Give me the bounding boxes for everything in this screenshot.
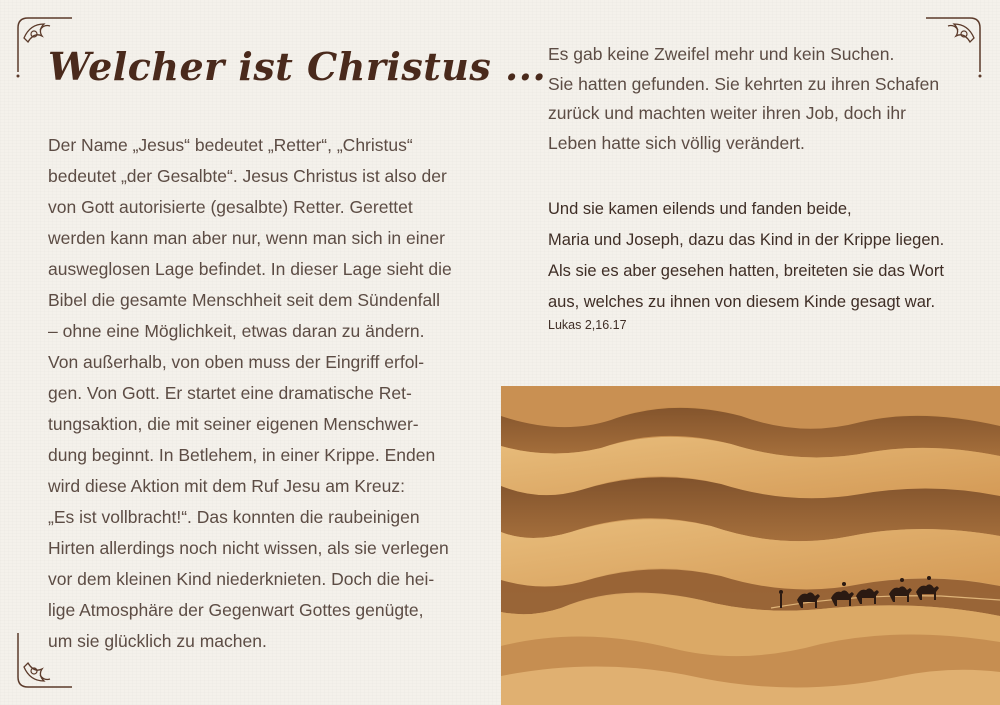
verse-line: Als sie es aber gesehen hatten, breiteten sie das Wort bbox=[548, 262, 944, 280]
text-line: ausweglosen Lage befindet. In dieser Lage sieht die bbox=[48, 259, 452, 279]
text-line: bedeutet „der Gesalbte“. Jesus Christus ist also der bbox=[48, 166, 447, 186]
text-line: von Gott autorisierte (gesalbte) Retter. Gerettet bbox=[48, 197, 413, 217]
text-line: Von außerhalb, von oben muss der Eingriff erfol- bbox=[48, 352, 425, 372]
desert-photo bbox=[501, 386, 1000, 705]
text-line: Bibel die gesamte Menschheit seit dem Sündenfall bbox=[48, 290, 441, 310]
text-line: Der Name „Jesus“ bedeutet „Retter“, „Christus“ bbox=[48, 135, 413, 155]
verse-line: Und sie kamen eilends und fanden beide, bbox=[548, 200, 852, 218]
verse-line: Maria und Joseph, dazu das Kind in der Krippe liegen. bbox=[548, 231, 945, 249]
text-line: Es gab keine Zweifel mehr und kein Suchen. bbox=[548, 44, 895, 64]
text-line: werden kann man aber nur, wenn man sich in einer bbox=[48, 228, 445, 248]
page-title: Welcher ist Christus ... bbox=[48, 44, 547, 89]
text-line: – ohne eine Möglichkeit, etwas daran zu ändern. bbox=[48, 321, 425, 341]
text-line: um sie glücklich zu machen. bbox=[48, 631, 267, 651]
text-line: lige Atmosphäre der Gegenwart Gottes genügte, bbox=[48, 600, 424, 620]
text-line: zurück und machten weiter ihren Job, doch ihr bbox=[548, 103, 906, 123]
bible-verse bbox=[548, 194, 978, 318]
text-line: Leben hatte sich völlig verändert. bbox=[548, 132, 805, 153]
text-line: vor dem kleinen Kind niederknieten. Doch die hei- bbox=[48, 569, 435, 589]
verse-reference: Lukas 2,16.17 bbox=[548, 318, 627, 332]
text-line: „Es ist vollbracht!“. Das konnten die raubeinigen bbox=[48, 507, 420, 527]
body-paragraph bbox=[48, 130, 468, 657]
text-line: Hirten allerdings noch nicht wissen, als sie verlegen bbox=[48, 538, 449, 558]
text-line: dung beginnt. In Betlehem, in einer Krippe. Enden bbox=[48, 445, 436, 465]
text-line: gen. Von Gott. Er startet eine dramatische Ret- bbox=[48, 383, 412, 403]
text-line: tungsaktion, die mit seiner eigenen Menschwer- bbox=[48, 414, 419, 434]
verse-line: aus, welches zu ihnen von diesem Kinde gesagt war. bbox=[548, 293, 936, 311]
text-line: Sie hatten gefunden. Sie kehrten zu ihren Schafen bbox=[548, 73, 940, 94]
desert-dunes-image bbox=[501, 386, 1000, 705]
text-line: wird diese Aktion mit dem Ruf Jesu am Kreuz: bbox=[48, 476, 405, 496]
intro-paragraph bbox=[548, 40, 968, 158]
